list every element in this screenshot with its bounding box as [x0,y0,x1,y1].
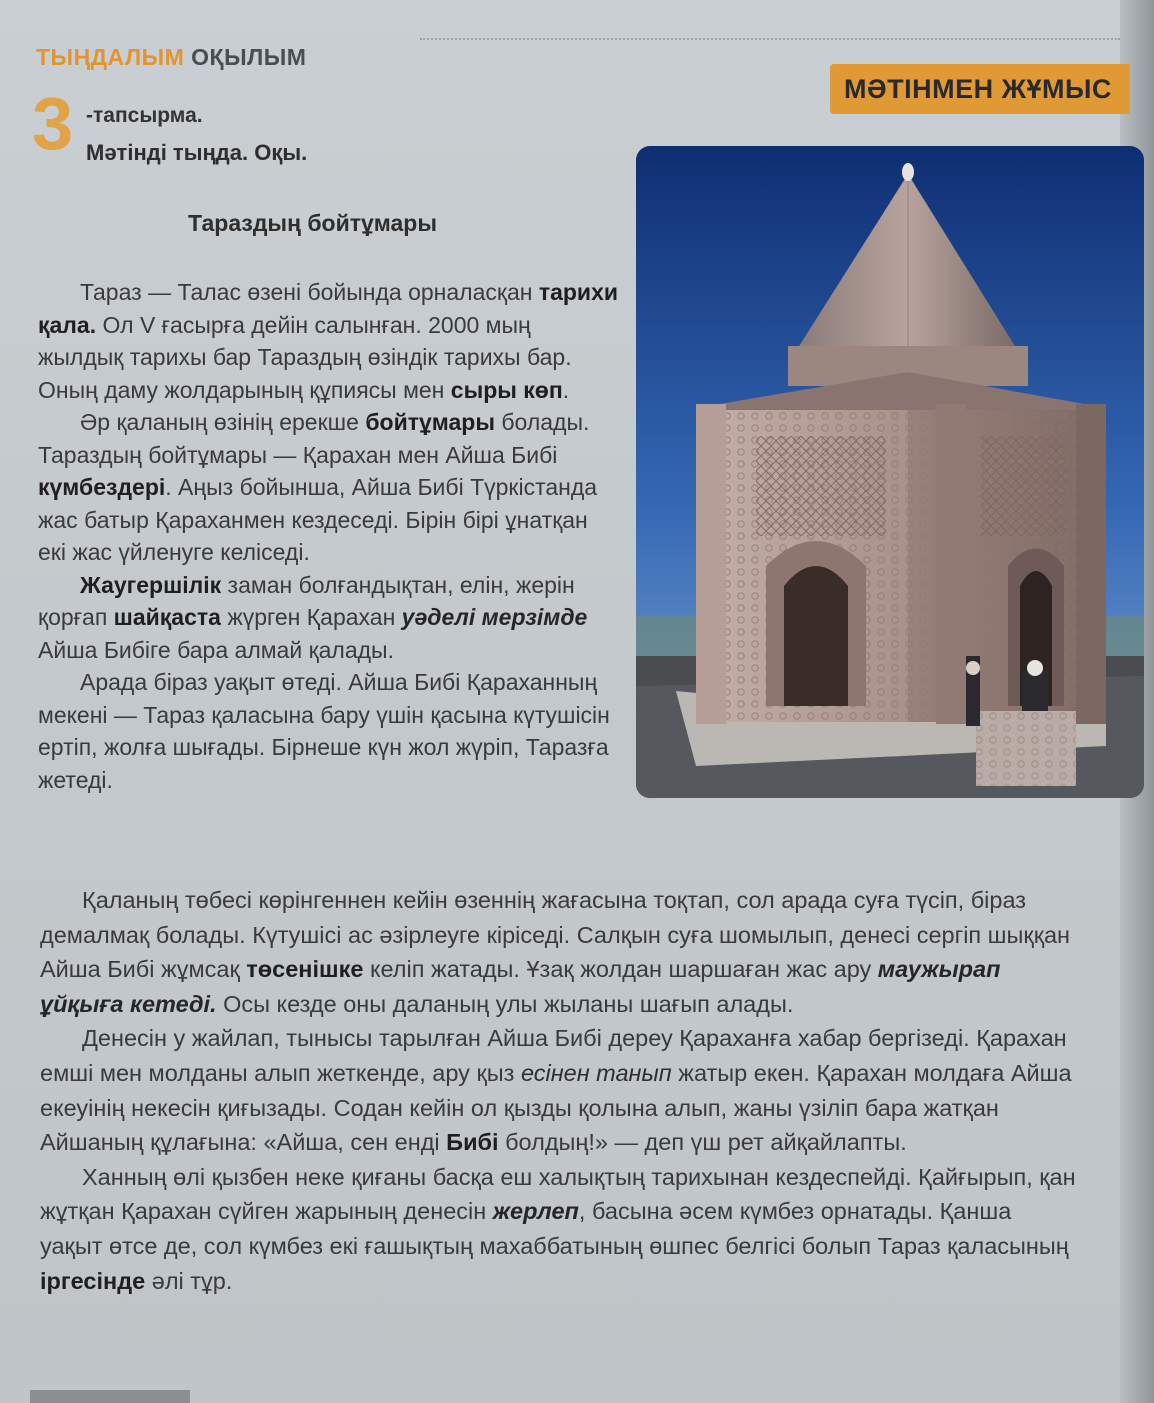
paragraph-5: Қаланың төбесі көрінгеннен кейін өзеннің жағасына тоқтап, сол арада суға түсіп, біраз демалмақ болады. Күтушісі ас әзірлеуге кіріседі. Салқын суға шомылып, денесі сергіп шыққан Айша Бибі жұмсақ төсенішке келіп жатады. Ұзақ жолдан шаршаған жас ару маужырап ұйқыға кетеді. Осы кезде оны даланың улы жыланы шағып алады. [40,887,1071,1017]
task-label: -тапсырма. [86,104,203,127]
task-number: 3 [32,82,74,165]
section-heading [36,44,306,71]
section-listening: ТЫҢДАЛЫМ [36,44,185,70]
paragraph-1: Тараз — Талас өзені бойында орналасқан тарихи қала. Ол V ғасырға дейін салынған. 2000 мың жылдық тарихы бар Тараздың өзіндік тарихы бар. Оның даму жолдарының құпиясы мен сыры көп. [38,279,619,403]
header-dotted-line [420,38,1120,40]
article-continuation [40,883,1080,1298]
section-reading: ОҚЫЛЫМ [191,44,307,70]
mausoleum-illustration [636,146,1144,798]
paragraph-4: Арада біраз уақыт өтеді. Айша Бибі Қараханның мекені — Тараз қаласына бару үшін қасына күтушісін ертіп, жолға шығады. Бірнеше күн жол жүріп, Таразға жетеді. [38,669,610,793]
task-instruction: Мәтінді тыңда. Оқы. [86,140,308,165]
mausoleum-photo [636,146,1144,798]
work-with-text-badge: МӘТІНМЕН ЖҰМЫС [830,64,1130,114]
next-section-heading-cutoff [30,1390,190,1403]
paragraph-6: Денесін у жайлап, тынысы тарылған Айша Бибі дереу Қараханға хабар бергізеді. Қарахан емші мен молданы алып жеткенде, ару қыз есінен танып жатыр екен. Қарахан молдаға Айша екеуінің некесін қиғызады. Содан кейін ол қызды қолына алып, жаны үзіліп бара жатқан Айшаның құлағына: «Айша, сен енді Бибі болдың!» — деп үш рет айқайлапты. [40,1025,1072,1156]
paragraph-3: Жаугершілік заман болғандықтан, елін, жерін қорғап шайқаста жүрген Қарахан уәделі мерзімде Айша Бибіге бара алмай қалады. [38,571,588,663]
paragraph-7: Ханның өлі қызбен неке қиғаны басқа еш халықтың тарихынан кездеспейді. Қайғырып, қан жұтқан Қарахан сүйген жарының денесін жерлеп, басына әсем күмбез орнатады. Қанша уақыт өтсе де, сол күмбез екі ғашықтың махаббатының өшпес белгісі болып Тараз қаласының іргесінде әлі тұр. [40,1163,1076,1294]
article-column [38,276,618,796]
paragraph-2: Әр қаланың өзінің ерекше бойтұмары болады. Тараздың бойтұмары — Қарахан мен Айша Бибі күмбездері. Аңыз бойынша, Айша Бибі Түркістанда жас батыр Қараханмен кездеседі. Бірін бірі ұнатқан екі жас үйленуге келіседі. [38,409,598,565]
article-title: Тараздың бойтұмары [188,210,437,236]
